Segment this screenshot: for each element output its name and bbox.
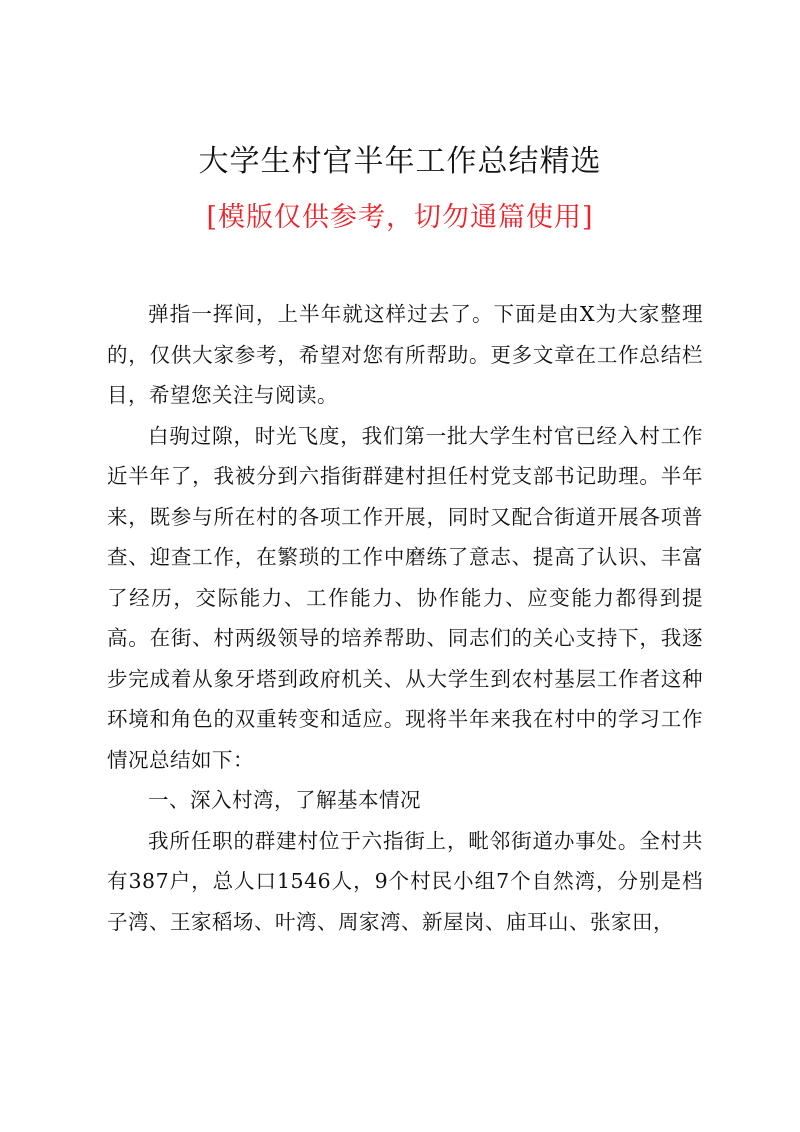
document-title: 大学生村官半年工作总结精选 xyxy=(198,144,602,179)
paragraph-village-info: 我所任职的群建村位于六指街上，毗邻街道办事处。全村共有387户，总人口1546人，9个村民小组7个自然湾，分别是档子湾、王家稻场、叶湾、周家湾、新屋岗、庙耳山、张家田， xyxy=(107,828,703,934)
document-body xyxy=(107,294,703,942)
document-subtitle: [模版仅供参考，切勿通篇使用] xyxy=(206,202,594,233)
paragraph-intro: 弹指一挥间，上半年就这样过去了。下面是由X为大家整理的，仅供大家参考，希望对您有所帮助。更多文章在工作总结栏目，希望您关注与阅读。 xyxy=(107,302,703,407)
section-heading: 一、深入村湾，了解基本情况 xyxy=(148,788,421,812)
paragraph-summary: 白驹过隙，时光飞度，我们第一批大学生村官已经入村工作近半年了，我被分到六指街群建村担任村党支部书记助理。半年来，既参与所在村的各项工作开展，同时又配合街道开展各项普查、迎查工作，在繁琐的工作中磨练了意志、提高了认识、丰富了经历，交际能力、工作能力、协作能力、应变能力都得到提高。在街、村两级领导的培养帮助、同志们的关心支持下，我逐步完成着从象牙塔到政府机关、从大学生到农村基层工作者这种环境和角色的双重转变和适应。现将半年来我在村中的学习工作情况总结如下： xyxy=(107,423,703,772)
